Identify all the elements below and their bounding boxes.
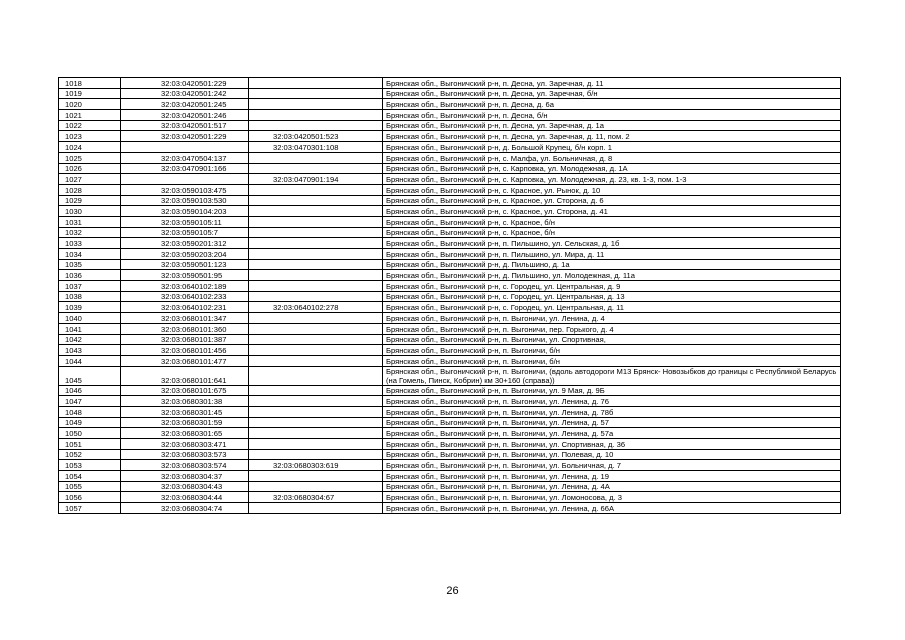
address-cell: Брянская обл., Выгоничский р-н, п. Выгоничи, ул. Ленина, д. 4А <box>383 481 841 492</box>
address-cell: Брянская обл., Выгоничский р-н, п. Выгоничи, ул. Ленина, д. 57 <box>383 417 841 428</box>
linked-cadastral-number-cell: 32:03:0420501:523 <box>249 131 383 142</box>
table-row <box>59 406 841 417</box>
address-cell: Брянская обл., Выгоничский р-н, д. Пильшино, д. 1а <box>383 259 841 270</box>
linked-cadastral-number-cell <box>249 163 383 174</box>
linked-cadastral-number-cell: 32:03:0640102:278 <box>249 302 383 313</box>
row-number-cell: 1036 <box>59 270 121 281</box>
cadastral-number-cell: 32:03:0590103:530 <box>121 195 249 206</box>
table-row <box>59 481 841 492</box>
table-row <box>59 259 841 270</box>
row-number-cell: 1029 <box>59 195 121 206</box>
cadastral-number-cell: 32:03:0680101:675 <box>121 385 249 396</box>
table-row <box>59 99 841 110</box>
cadastre-table <box>58 77 841 514</box>
table-row <box>59 238 841 249</box>
row-number-cell: 1057 <box>59 503 121 514</box>
linked-cadastral-number-cell <box>249 195 383 206</box>
row-number-cell: 1035 <box>59 259 121 270</box>
cadastral-number-cell: 32:03:0680304:43 <box>121 481 249 492</box>
row-number-cell: 1043 <box>59 345 121 356</box>
address-cell: Брянская обл., Выгоничский р-н, п. Выгоничи, ул. Ломоносова, д. 3 <box>383 492 841 503</box>
row-number-cell: 1027 <box>59 174 121 185</box>
table-row <box>59 249 841 260</box>
address-cell: Брянская обл., Выгоничский р-н, п. Десна, д. 6а <box>383 99 841 110</box>
table-row <box>59 163 841 174</box>
row-number-cell: 1054 <box>59 471 121 482</box>
linked-cadastral-number-cell <box>249 449 383 460</box>
table-row <box>59 313 841 324</box>
table-row <box>59 227 841 238</box>
address-cell: Брянская обл., Выгоничский р-н, п. Десна, ул. Заречная, д. 1а <box>383 120 841 131</box>
linked-cadastral-number-cell <box>249 120 383 131</box>
row-number-cell: 1050 <box>59 428 121 439</box>
linked-cadastral-number-cell <box>249 227 383 238</box>
row-number-cell: 1028 <box>59 184 121 195</box>
cadastral-number-cell: 32:03:0590203:204 <box>121 249 249 260</box>
table-row <box>59 110 841 121</box>
linked-cadastral-number-cell <box>249 406 383 417</box>
address-cell: Брянская обл., Выгоничский р-н, с. Красное, б/н <box>383 216 841 227</box>
table-row <box>59 120 841 131</box>
table-row <box>59 355 841 366</box>
linked-cadastral-number-cell <box>249 345 383 356</box>
table-row <box>59 174 841 185</box>
linked-cadastral-number-cell <box>249 281 383 292</box>
linked-cadastral-number-cell <box>249 78 383 89</box>
address-cell: Брянская обл., Выгоничский р-н, п. Десна, ул. Заречная, д. 11, пом. 2 <box>383 131 841 142</box>
cadastral-number-cell: 32:03:0680101:641 <box>121 366 249 385</box>
cadastral-number-cell: 32:03:0420501:245 <box>121 99 249 110</box>
row-number-cell: 1019 <box>59 88 121 99</box>
linked-cadastral-number-cell <box>249 428 383 439</box>
table-row <box>59 270 841 281</box>
cadastral-number-cell: 32:03:0420501:229 <box>121 131 249 142</box>
address-cell: Брянская обл., Выгоничский р-н, с. Городец, ул. Центральная, д. 11 <box>383 302 841 313</box>
cadastral-number-cell: 32:03:0640102:233 <box>121 291 249 302</box>
address-cell: Брянская обл., Выгоничский р-н, с. Городец, ул. Центральная, д. 9 <box>383 281 841 292</box>
table-row <box>59 142 841 153</box>
cadastral-number-cell: 32:03:0590501:123 <box>121 259 249 270</box>
address-cell: Брянская обл., Выгоничский р-н, п. Выгоничи, ул. Ленина, д. 76 <box>383 396 841 407</box>
row-number-cell: 1023 <box>59 131 121 142</box>
row-number-cell: 1032 <box>59 227 121 238</box>
linked-cadastral-number-cell <box>249 206 383 217</box>
cadastral-number-cell: 32:03:0420501:229 <box>121 78 249 89</box>
table-row <box>59 428 841 439</box>
table-row <box>59 291 841 302</box>
address-cell: Брянская обл., Выгоничский р-н, п. Пильшино, ул. Мира, д. 11 <box>383 249 841 260</box>
page-number: 26 <box>446 585 459 597</box>
row-number-cell: 1049 <box>59 417 121 428</box>
cadastral-number-cell: 32:03:0590201:312 <box>121 238 249 249</box>
linked-cadastral-number-cell <box>249 110 383 121</box>
table-row <box>59 152 841 163</box>
linked-cadastral-number-cell <box>249 385 383 396</box>
table-body <box>59 78 841 514</box>
cadastral-number-cell <box>121 142 249 153</box>
table-row <box>59 385 841 396</box>
row-number-cell: 1033 <box>59 238 121 249</box>
row-number-cell: 1039 <box>59 302 121 313</box>
row-number-cell: 1018 <box>59 78 121 89</box>
cadastral-number-cell: 32:03:0680303:573 <box>121 449 249 460</box>
cadastral-number-cell: 32:03:0680301:65 <box>121 428 249 439</box>
cadastral-number-cell: 32:03:0640102:231 <box>121 302 249 313</box>
row-number-cell: 1031 <box>59 216 121 227</box>
linked-cadastral-number-cell: 32:03:0680303:619 <box>249 460 383 471</box>
cadastral-number-cell <box>121 174 249 185</box>
address-cell: Брянская обл., Выгоничский р-н, с. Карповка, ул. Молодежная, д. 23, кв. 1-3, пом. 1-3 <box>383 174 841 185</box>
cadastral-number-cell: 32:03:0420501:517 <box>121 120 249 131</box>
row-number-cell: 1056 <box>59 492 121 503</box>
table-row <box>59 396 841 407</box>
cadastral-number-cell: 32:03:0680101:387 <box>121 334 249 345</box>
row-number-cell: 1024 <box>59 142 121 153</box>
table-row <box>59 184 841 195</box>
row-number-cell: 1053 <box>59 460 121 471</box>
linked-cadastral-number-cell <box>249 417 383 428</box>
row-number-cell: 1026 <box>59 163 121 174</box>
table-row <box>59 366 841 385</box>
cadastral-number-cell: 32:03:0420501:246 <box>121 110 249 121</box>
linked-cadastral-number-cell <box>249 152 383 163</box>
address-cell: Брянская обл., Выгоничский р-н, с. Карповка, ул. Молодежная, д. 1А <box>383 163 841 174</box>
row-number-cell: 1041 <box>59 323 121 334</box>
linked-cadastral-number-cell <box>249 503 383 514</box>
linked-cadastral-number-cell <box>249 88 383 99</box>
table-row <box>59 195 841 206</box>
address-cell: Брянская обл., Выгоничский р-н, п. Выгоничи, ул. Ленина, д. 66А <box>383 503 841 514</box>
linked-cadastral-number-cell <box>249 334 383 345</box>
address-cell: Брянская обл., Выгоничский р-н, п. Выгоничи, ул. Ленина, д. 4 <box>383 313 841 324</box>
linked-cadastral-number-cell: 32:03:0470301:108 <box>249 142 383 153</box>
linked-cadastral-number-cell <box>249 259 383 270</box>
cadastral-number-cell: 32:03:0590104:203 <box>121 206 249 217</box>
cadastral-number-cell: 32:03:0680101:360 <box>121 323 249 334</box>
table-row <box>59 206 841 217</box>
table-row <box>59 417 841 428</box>
table-row <box>59 78 841 89</box>
cadastral-number-cell: 32:03:0470901:166 <box>121 163 249 174</box>
cadastral-number-cell: 32:03:0680101:477 <box>121 355 249 366</box>
table-row <box>59 345 841 356</box>
cadastral-number-cell: 32:03:0590105:11 <box>121 216 249 227</box>
linked-cadastral-number-cell <box>249 270 383 281</box>
row-number-cell: 1020 <box>59 99 121 110</box>
table-row <box>59 323 841 334</box>
cadastral-number-cell: 32:03:0680304:74 <box>121 503 249 514</box>
address-cell: Брянская обл., Выгоничский р-н, с. Городец, ул. Центральная, д. 13 <box>383 291 841 302</box>
linked-cadastral-number-cell <box>249 99 383 110</box>
address-cell: Брянская обл., Выгоничский р-н, п. Десна, б/н <box>383 110 841 121</box>
table-row <box>59 88 841 99</box>
address-cell: Брянская обл., Выгоничский р-н, п. Выгоничи, ул. Ленина, д. 19 <box>383 471 841 482</box>
cadastral-number-cell: 32:03:0680301:45 <box>121 406 249 417</box>
linked-cadastral-number-cell <box>249 396 383 407</box>
address-cell: Брянская обл., Выгоничский р-н, п. Пильшино, ул. Сельская, д. 1б <box>383 238 841 249</box>
row-number-cell: 1040 <box>59 313 121 324</box>
address-cell: Брянская обл., Выгоничский р-н, с. Малфа, ул. Больничная, д. 8 <box>383 152 841 163</box>
table-row <box>59 460 841 471</box>
table-row <box>59 281 841 292</box>
address-cell: Брянская обл., Выгоничский р-н, с. Красное, ул. Сторона, д. 41 <box>383 206 841 217</box>
linked-cadastral-number-cell <box>249 471 383 482</box>
address-cell: Брянская обл., Выгоничский р-н, с. Красное, ул. Рынок, д. 10 <box>383 184 841 195</box>
address-cell: Брянская обл., Выгоничский р-н, д. Пильшино, ул. Молодежная, д. 11а <box>383 270 841 281</box>
address-cell: Брянская обл., Выгоничский р-н, п. Десна, ул. Заречная, б/н <box>383 88 841 99</box>
cadastral-number-cell: 32:03:0470504:137 <box>121 152 249 163</box>
address-cell: Брянская обл., Выгоничский р-н, п. Выгоничи, ул. Спортивная, <box>383 334 841 345</box>
row-number-cell: 1038 <box>59 291 121 302</box>
address-cell: Брянская обл., Выгоничский р-н, п. Выгоничи, ул. Ленина, д. 78б <box>383 406 841 417</box>
address-cell: Брянская обл., Выгоничский р-н, п. Выгоничи, б/н <box>383 355 841 366</box>
address-cell: Брянская обл., Выгоничский р-н, п. Выгоничи, ул. Полевая, д. 10 <box>383 449 841 460</box>
row-number-cell: 1021 <box>59 110 121 121</box>
row-number-cell: 1034 <box>59 249 121 260</box>
linked-cadastral-number-cell <box>249 313 383 324</box>
address-cell: Брянская обл., Выгоничский р-н, п. Выгоничи, б/н <box>383 345 841 356</box>
linked-cadastral-number-cell <box>249 238 383 249</box>
linked-cadastral-number-cell <box>249 366 383 385</box>
linked-cadastral-number-cell <box>249 439 383 450</box>
table-row <box>59 131 841 142</box>
cadastral-number-cell: 32:03:0640102:189 <box>121 281 249 292</box>
address-cell: Брянская обл., Выгоничский р-н, п. Выгоничи, ул. Спортивная, д. 36 <box>383 439 841 450</box>
row-number-cell: 1025 <box>59 152 121 163</box>
address-cell: Брянская обл., Выгоничский р-н, п. Выгоничи, ул. Ленина, д. 57а <box>383 428 841 439</box>
address-cell: Брянская обл., Выгоничский р-н, с. Красное, ул. Сторона, д. 6 <box>383 195 841 206</box>
linked-cadastral-number-cell <box>249 481 383 492</box>
linked-cadastral-number-cell <box>249 216 383 227</box>
row-number-cell: 1048 <box>59 406 121 417</box>
linked-cadastral-number-cell <box>249 291 383 302</box>
cadastral-number-cell: 32:03:0590103:475 <box>121 184 249 195</box>
linked-cadastral-number-cell: 32:03:0470901:194 <box>249 174 383 185</box>
row-number-cell: 1055 <box>59 481 121 492</box>
cadastral-number-cell: 32:03:0420501:242 <box>121 88 249 99</box>
row-number-cell: 1030 <box>59 206 121 217</box>
row-number-cell: 1051 <box>59 439 121 450</box>
linked-cadastral-number-cell <box>249 323 383 334</box>
linked-cadastral-number-cell: 32:03:0680304:67 <box>249 492 383 503</box>
cadastral-number-cell: 32:03:0590105:7 <box>121 227 249 238</box>
table-row <box>59 492 841 503</box>
linked-cadastral-number-cell <box>249 184 383 195</box>
cadastral-number-cell: 32:03:0680303:471 <box>121 439 249 450</box>
row-number-cell: 1037 <box>59 281 121 292</box>
address-cell: Брянская обл., Выгоничский р-н, п. Выгоничи, (вдоль автодороги М13 Брянск- Новозыбков до границы с Республикой Беларусь (на Гомель, Пинск, Кобрин) км 30+160 (справа)) <box>383 366 841 385</box>
cadastral-number-cell: 32:03:0680101:347 <box>121 313 249 324</box>
table-row <box>59 302 841 313</box>
row-number-cell: 1047 <box>59 396 121 407</box>
row-number-cell: 1045 <box>59 366 121 385</box>
table-row <box>59 439 841 450</box>
cadastral-number-cell: 32:03:0680101:456 <box>121 345 249 356</box>
address-cell: Брянская обл., Выгоничский р-н, п. Десна, ул. Заречная, д. 11 <box>383 78 841 89</box>
cadastral-number-cell: 32:03:0680301:38 <box>121 396 249 407</box>
table-row <box>59 216 841 227</box>
cadastral-number-cell: 32:03:0590501:95 <box>121 270 249 281</box>
table-row <box>59 471 841 482</box>
table-row <box>59 503 841 514</box>
row-number-cell: 1046 <box>59 385 121 396</box>
linked-cadastral-number-cell <box>249 249 383 260</box>
address-cell: Брянская обл., Выгоничский р-н, д. Большой Крупец, б/н корп. 1 <box>383 142 841 153</box>
cadastral-number-cell: 32:03:0680304:44 <box>121 492 249 503</box>
cadastral-number-cell: 32:03:0680303:574 <box>121 460 249 471</box>
row-number-cell: 1042 <box>59 334 121 345</box>
table-row <box>59 334 841 345</box>
cadastral-number-cell: 32:03:0680304:37 <box>121 471 249 482</box>
linked-cadastral-number-cell <box>249 355 383 366</box>
row-number-cell: 1044 <box>59 355 121 366</box>
address-cell: Брянская обл., Выгоничский р-н, п. Выгоничи, пер. Горького, д. 4 <box>383 323 841 334</box>
address-cell: Брянская обл., Выгоничский р-н, п. Выгоничи, ул. Больничная, д. 7 <box>383 460 841 471</box>
address-cell: Брянская обл., Выгоничский р-н, п. Выгоничи, ул. 9 Мая, д. 9Б <box>383 385 841 396</box>
address-cell: Брянская обл., Выгоничский р-н, с. Красное, б/н <box>383 227 841 238</box>
table-row <box>59 449 841 460</box>
row-number-cell: 1052 <box>59 449 121 460</box>
cadastral-number-cell: 32:03:0680301:59 <box>121 417 249 428</box>
row-number-cell: 1022 <box>59 120 121 131</box>
